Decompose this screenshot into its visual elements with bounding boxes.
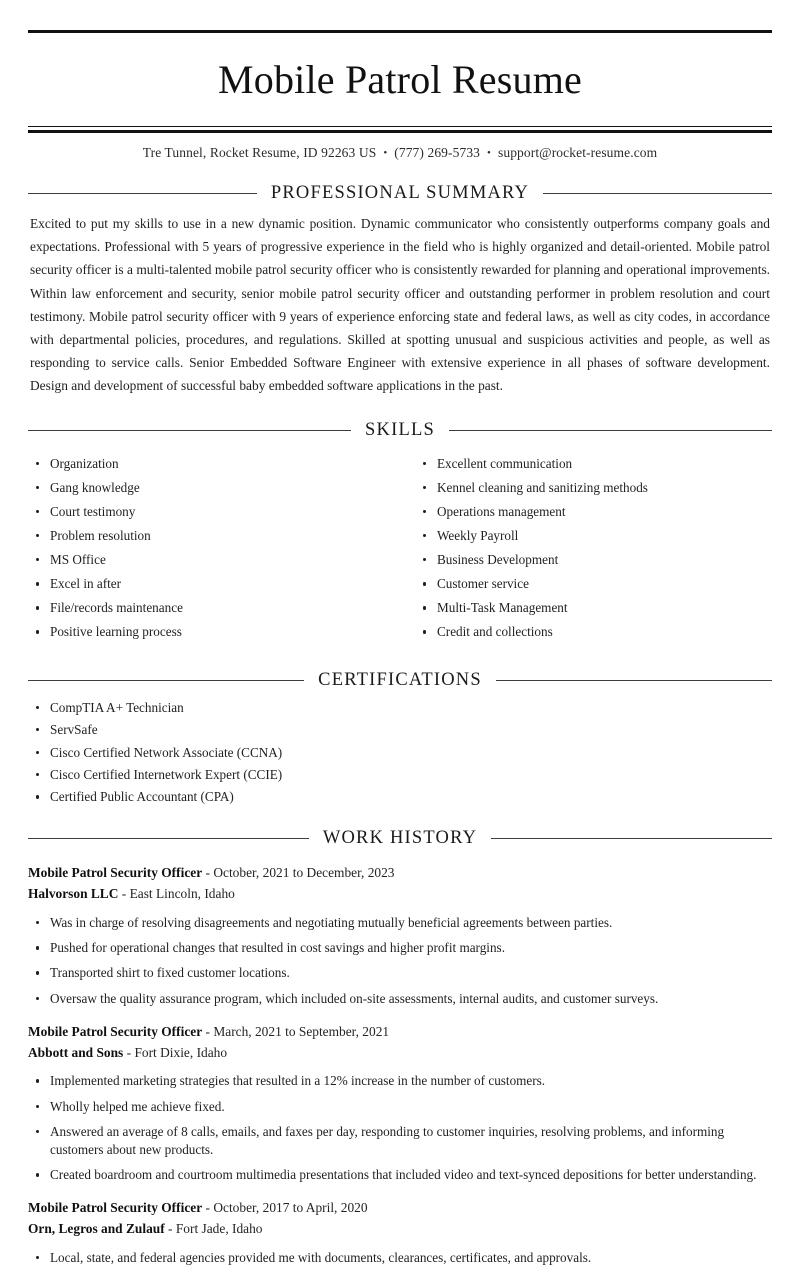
job-separator: - xyxy=(121,886,127,902)
section-rule-left xyxy=(28,193,257,194)
contact-address: Tre Tunnel, Rocket Resume, ID 92263 US xyxy=(142,145,377,160)
list-item: Court testimony xyxy=(28,503,400,521)
job-bullets xyxy=(28,1072,772,1184)
list-item: MS Office xyxy=(28,551,400,569)
job-separator: - xyxy=(168,1221,173,1237)
list-item: Local, state, and federal agencies provided me with documents, clearances, certificates, and approvals. xyxy=(28,1249,772,1267)
section-rule-right xyxy=(496,680,772,681)
list-item: Pushed for operational changes that resulted in cost savings and higher profit margins. xyxy=(28,939,772,957)
section-rule-left xyxy=(28,838,309,839)
section-title-certifications: CERTIFICATIONS xyxy=(318,669,482,690)
job-company-line xyxy=(28,1043,772,1064)
job-title-line xyxy=(28,863,772,884)
contact-email[interactable]: support@rocket-resume.com xyxy=(497,145,658,160)
list-item: Problem resolution xyxy=(28,527,400,545)
skills-list-left xyxy=(28,455,400,642)
section-rule-left xyxy=(28,680,304,681)
section-title-professional-summary: PROFESSIONAL SUMMARY xyxy=(270,183,530,203)
job-separator: - xyxy=(205,1200,210,1216)
list-item: Organization xyxy=(28,455,400,473)
skills-column-left xyxy=(28,449,400,648)
section-header-skills xyxy=(28,420,772,441)
job-separator: - xyxy=(205,865,210,881)
list-item: Created boardroom and courtroom multimedia presentations that included video and text-synced depositions for better understanding. xyxy=(28,1166,772,1184)
contact-separator-1: • xyxy=(383,147,388,159)
skills-column-right xyxy=(400,449,772,648)
section-rule-right xyxy=(449,430,772,431)
job-separator: - xyxy=(205,1023,210,1039)
section-header-professional-summary xyxy=(28,183,772,204)
list-item: Wholly helped me achieve fixed. xyxy=(28,1098,772,1116)
list-item: Multi-Task Management xyxy=(415,599,772,617)
list-item: Certified Public Accountant (CPA) xyxy=(28,788,772,806)
job-dates: October, 2017 to April, 2020 xyxy=(213,1200,368,1216)
job-title-line xyxy=(28,1198,772,1219)
resume-page xyxy=(0,30,800,1265)
list-item: Credit and collections xyxy=(415,623,772,641)
section-rule-right xyxy=(491,838,772,839)
page-title: Mobile Patrol Resume xyxy=(218,57,582,102)
list-item: Excel in after xyxy=(28,575,400,593)
contact-phone[interactable]: (777) 269-5733 xyxy=(394,145,481,160)
list-item: Cisco Certified Network Associate (CCNA) xyxy=(28,744,772,762)
job-company-line xyxy=(28,884,772,905)
header-bottom-double-rule xyxy=(28,126,772,127)
skills-list-right xyxy=(415,455,772,642)
job-company: Orn, Legros and Zulauf xyxy=(28,1221,165,1237)
professional-summary-text: Excited to put my skills to use in a new dynamic position. Dynamic communicator who consistently outperforms company goals and expectations. Professional with 5 years of progressive experience in the field who is highly organized and detail-oriented. Mobile patrol security officer is a multi-talented mobile patrol security officer who is consistently rewarded for planning and operational improvements. Within law enforcement and security, senior mobile patrol security officer and outstanding performer in problem resolution and court testimony. Mobile patrol security officer with 9 years of experience enforcing state and federal laws, as well as city codes, in accordance with departmental policies, procedures, and regulations. Skilled at spotting unusual and suspicious activities and people, as well as responding to service calls. Senior Embedded Software Engineer with extensive experience in all phases of software development. Design and development of successful baby embedded software applications in the past. xyxy=(30,216,770,394)
list-item: Cisco Certified Internetwork Expert (CCIE) xyxy=(28,766,772,784)
job-location: Fort Dixie, Idaho xyxy=(134,1044,228,1060)
list-item: Implemented marketing strategies that resulted in a 12% increase in the number of customers. xyxy=(28,1072,772,1090)
contact-separator-2: • xyxy=(487,147,491,159)
list-item: Business Development xyxy=(415,551,772,569)
job-location: East Lincoln, Idaho xyxy=(129,886,235,902)
list-item: ServSafe xyxy=(28,721,772,739)
list-item: Gang knowledge xyxy=(28,479,400,497)
job-separator: - xyxy=(126,1044,132,1060)
job-bullets xyxy=(28,1249,772,1267)
work-history-entry xyxy=(28,863,772,1007)
section-header-work-history xyxy=(28,828,772,849)
list-item: Operations management xyxy=(415,503,772,521)
job-dates: October, 2021 to December, 2023 xyxy=(213,865,395,881)
job-company: Abbott and Sons xyxy=(28,1044,124,1060)
list-item: Kennel cleaning and sanitizing methods xyxy=(415,479,772,497)
work-history-entry xyxy=(28,1022,772,1185)
list-item: CompTIA A+ Technician xyxy=(28,699,772,717)
list-item: Oversaw the quality assurance program, which included on-site assessments, internal audits, and customer surveys. xyxy=(28,990,772,1008)
section-rule-left xyxy=(28,430,351,431)
job-dates: March, 2021 to September, 2021 xyxy=(213,1023,390,1039)
list-item: Excellent communication xyxy=(415,455,772,473)
section-header-certifications xyxy=(28,670,772,691)
list-item: Weekly Payroll xyxy=(415,527,772,545)
list-item: Answered an average of 8 calls, emails, and faxes per day, responding to customer inquiries, resolving problems, and informing customers about new products. xyxy=(28,1123,772,1159)
section-rule-right xyxy=(543,193,772,194)
section-title-skills: SKILLS xyxy=(365,419,435,440)
work-history-entry xyxy=(28,1198,772,1267)
job-location: Fort Jade, Idaho xyxy=(175,1221,263,1237)
job-company: Halvorson LLC xyxy=(28,886,119,902)
header-top-rule xyxy=(28,30,772,33)
list-item: Was in charge of resolving disagreements and negotiating mutually beneficial agreements between parties. xyxy=(28,914,772,932)
list-item: Positive learning process xyxy=(28,623,400,641)
list-item: File/records maintenance xyxy=(28,599,400,617)
certifications-list xyxy=(28,699,772,807)
job-title: Mobile Patrol Security Officer xyxy=(28,865,203,881)
job-title-line xyxy=(28,1022,772,1043)
list-item: Customer service xyxy=(415,575,772,593)
job-company-line xyxy=(28,1219,772,1240)
contact-line xyxy=(28,145,772,161)
job-bullets xyxy=(28,914,772,1008)
skills-columns xyxy=(28,449,772,648)
job-title: Mobile Patrol Security Officer xyxy=(28,1023,203,1039)
list-item: Transported shirt to fixed customer locations. xyxy=(28,964,772,982)
job-title: Mobile Patrol Security Officer xyxy=(28,1200,203,1216)
section-title-work-history: WORK HISTORY xyxy=(322,828,478,849)
